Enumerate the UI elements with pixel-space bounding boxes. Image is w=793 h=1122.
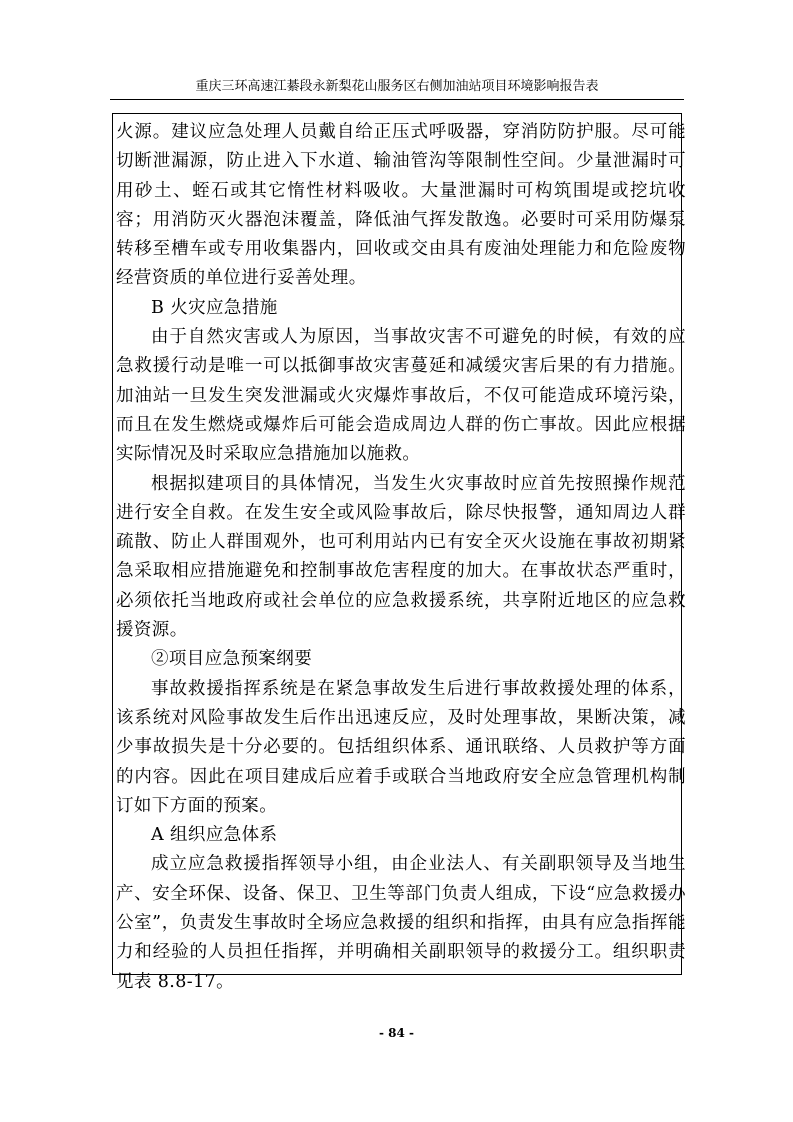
heading-fire-measures: B 火灾应急措施 xyxy=(151,297,278,318)
page-number: - 84 - xyxy=(378,1026,414,1040)
paragraph-organization: 成立应急救援指挥领导小组，由企业法人、有关副职领导及当地生产、安全环保、设备、保卫、卫生等部门负责人组成，下设“应急救援办公室”，负责发生事故时全场应急救援的组织和指挥，由具有应急指挥能力和经验的人员担任指挥，并明确相关副职领导的救援分工。组织职责见表 8.8-17。 xyxy=(116,854,686,992)
paragraph-fire-response: 根据拟建项目的具体情况，当发生火灾事故时应首先按照操作规范进行安全自救。在发生安全或风险事故后，除尽快报警，通知周边人群疏散、防止人群围观外，也可利用站内已有安全灭火设施在事故初期紧急采取相应措施避免和控制事故危害程度的加大。在事故状态严重时，必须依托当地政府或社会单位的应急救援系统，共享附近地区的应急救援资源。 xyxy=(116,473,686,641)
paragraph-command-system: 事故救援指挥系统是在紧急事故发生后进行事故救援处理的体系，该系统对风险事故发生后作出迅速反应，及时处理事故，果断决策，减少事故损失是十分必要的。包括组织体系、通讯联络、人员救护等方面的内容。因此在项目建成后应着手或联合当地政府安全应急管理机构制订如下方面的预案。 xyxy=(116,678,686,816)
running-header: 重庆三环高速江綦段永新梨花山服务区右侧加油站项目环境影响报告表 xyxy=(195,79,599,94)
paragraph-fire-intro: 由于自然灾害或人为原因，当事故灾害不可避免的时候，有效的应急救援行动是唯一可以抵御事故灾害蔓延和减缓灾害后果的有力措施。加油站一旦发生突发泄漏或火灾爆炸事故后，不仅可能造成环境污染，而且在发生燃烧或爆炸后可能会造成周边人群的伤亡事故。因此应根据实际情况及时采取应急措施加以施救。 xyxy=(116,327,686,465)
heading-emergency-plan: ②项目应急预案纲要 xyxy=(151,649,313,670)
paragraph-leak-handling: 火源。建议应急处理人员戴自给正压式呼吸器，穿消防防护服。尽可能切断泄漏源，防止进入下水道、输油管沟等限制性空间。少量泄漏时可用砂土、蛭石或其它惰性材料吸收。大量泄漏时可构筑围堤或挖坑收容；用消防灭火器泡沫覆盖，降低油气挥发散逸。必要时可采用防爆泵转移至槽车或专用收集器内，回收或交由具有废油处理能力和危险废物经营资质的单位进行妥善处理。 xyxy=(116,122,686,289)
heading-organization: A 组织应急体系 xyxy=(151,825,278,846)
header-rule xyxy=(110,99,684,100)
body-text xyxy=(116,118,686,997)
